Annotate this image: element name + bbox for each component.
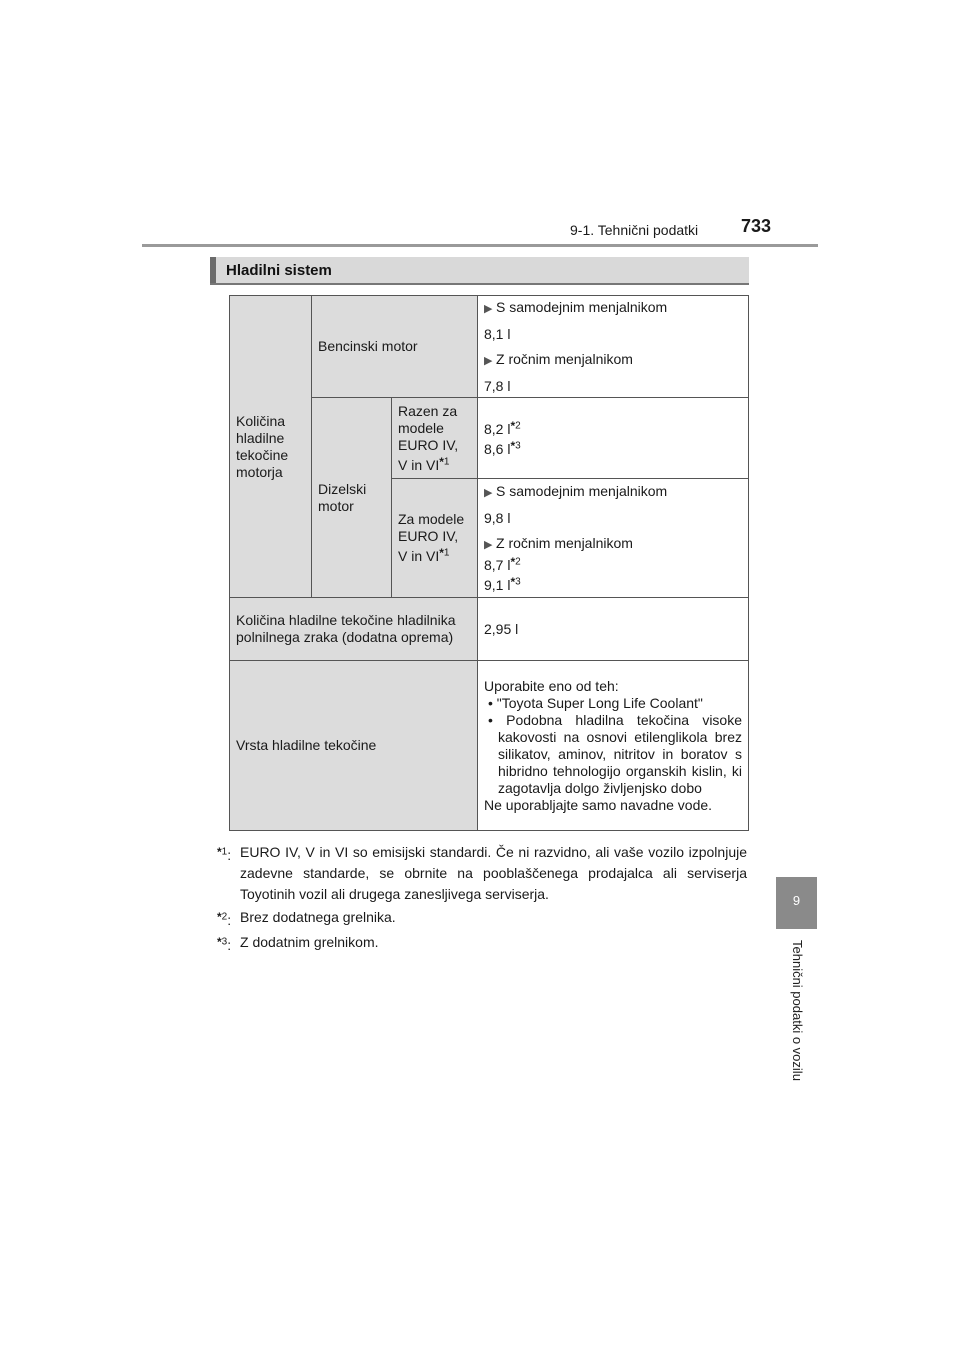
footnote-marker-icon: * [439,454,444,469]
diesel-engine-label: Dizelski motor [312,398,392,598]
cooling-system-table [229,295,749,831]
footnote-marker-icon: * [510,439,516,453]
footnote-marker-icon: * [439,546,444,560]
footnote: *$^2$: Brez dodatnega grelnika. [217,909,396,928]
chapter-number: 9 [792,893,801,908]
footnote-marker-icon: * [510,574,516,589]
intercooler-value: 2,95 l [478,598,749,661]
petrol-auto-label: S samodejnim menjalnikom [496,298,668,315]
intercooler-label: Količina hladilne tekočine hladilnika polnilnega zraka (dodatna oprema) [230,598,478,661]
petrol-engine-values [478,296,749,398]
footnote-marker-icon: * [217,845,222,859]
header-rule [142,244,818,247]
petrol-manual-label: Z ročnim menjalnikom [496,350,633,367]
footnote: *$^1$: EURO IV, V in VI so emisijski standardi. Če ni razvidno, ali vaše vozilo izpolnjuje zadevne standarde, se obrnite na pooblaščenega prodajalca ali serviserja Toyotinih vozil ali drugega zanesljivega serviserja. [217,844,747,902]
footnote-marker-icon: * [510,554,516,569]
chapter-title: Tehnični podatki o vozilu [790,940,805,1081]
arrow-icon: ▶ [484,302,493,315]
petrol-manual-value: 7,8 l [484,377,511,394]
diesel-euro-manual-label: Z ročnim menjalnikom [496,534,633,551]
coolant-type-option: • Podobna hladilna tekočina visoke kakovosti na osnovi etilenglikola brez silikatov, aminov, nitritov in boratov s hibridno tehnologijo organskih kislin, ki zagotavlja dolgo življenjsko dobo [488,711,742,796]
footnote-marker-icon: * [217,935,222,949]
diesel-non-euro-values: 8,2 l*$^2$ 8,6 l*$^3$ [478,398,749,479]
section-title: Hladilni sistem [226,262,332,279]
petrol-auto-value: 8,1 l [484,325,511,342]
footnote-marker-icon: * [217,910,222,924]
petrol-engine-label: Bencinski motor [312,296,478,398]
page-number: 733 [741,216,772,236]
arrow-icon: ▶ [484,538,493,551]
arrow-icon: ▶ [484,486,493,499]
coolant-quantity-label: Količina hladilne tekočine motorja [230,296,312,598]
coolant-type-values [478,661,749,831]
diesel-euro-auto-label: S samodejnim menjalnikom [496,482,668,499]
coolant-type-intro: Uporabite eno od teh: [484,677,619,694]
section-title-accent [210,257,216,283]
diesel-euro-values: ▶ S samodejnim menjalnikom 9,8 l ▶ Z ročnim menjalnikom 8,7 l*$^2$ 9,1 l*$^3$ [478,479,749,598]
diesel-euro-label: Za modele EURO IV, V in VI*$^1$ [392,479,478,598]
coolant-type-label: Vrsta hladilne tekočine [230,661,478,831]
footnote-marker-icon: * [510,419,516,433]
diesel-non-euro-label: Razen za modele EURO IV, V in VI*$^1$ [392,398,478,479]
running-header-section: 9-1. Tehnični podatki [570,222,699,238]
footnote: *$^3$: Z dodatnim grelnikom. [217,934,379,953]
diesel-euro-auto-value: 9,8 l [484,509,511,526]
coolant-type-warning: Ne uporabljajte samo navadne vode. [484,796,713,813]
section-title-bar [210,257,749,285]
coolant-type-option: • "Toyota Super Long Life Coolant" [488,694,703,711]
arrow-icon: ▶ [484,354,493,367]
